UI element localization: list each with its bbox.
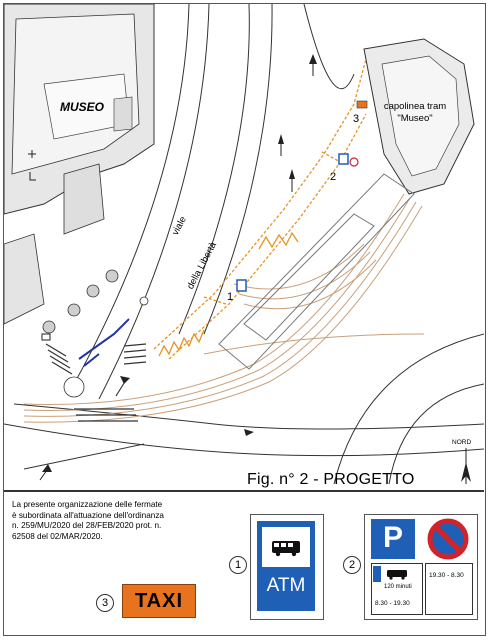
sign-number-3-circle (96, 594, 114, 612)
tram-platform (219, 174, 414, 369)
tram-terminus-line2: "Museo" (397, 113, 433, 124)
plan-drawing (4, 4, 484, 488)
bus-stop-symbol-1 (237, 280, 246, 291)
sign-number-2-circle (343, 556, 361, 574)
parking-duration: 120 minuti (384, 584, 412, 590)
ordinance-note (12, 500, 240, 542)
north-arrow-icon (461, 448, 471, 484)
parking-hours-right: 19.30 - 8.30 (429, 572, 464, 579)
sign-number-3: 3 (101, 597, 109, 609)
parking-hours-left: 8.30 - 19.30 (375, 600, 410, 607)
atm-text: ATM (266, 575, 306, 596)
sign-number-1: 1 (234, 559, 242, 571)
parking-detail-panel (371, 563, 423, 615)
trees (43, 270, 148, 397)
museum-building (4, 4, 154, 324)
site-plan-map (4, 4, 484, 488)
note-line-2: è subordinata all'attuazione dell'ordinanza (12, 510, 164, 520)
tram-terminus-label (380, 101, 450, 125)
sign-number-2: 2 (348, 559, 356, 571)
note-line-4: 62508 del 02/MAR/2020. (12, 531, 103, 541)
parking-letter: P (382, 521, 403, 554)
project-stop-lines (154, 59, 366, 359)
tram-terminus-line1: capolinea tram (383, 101, 447, 112)
stop-marker-3: 3 (353, 113, 360, 125)
no-parking-icon (423, 517, 473, 561)
bus-icon (262, 527, 310, 567)
parking-sign (364, 514, 478, 620)
legend-panel (4, 490, 484, 636)
street-label-viale: viale (170, 214, 189, 238)
note-line-3: n. 259/MU/2020 del 28/FEB/2020 prot. n. (12, 521, 162, 531)
north-label: NORD (452, 439, 472, 446)
figure-title: Fig. n° 2 - PROGETTO (247, 471, 415, 488)
parking-hours-panel (425, 563, 473, 615)
bus-stop-symbol-2 (339, 154, 358, 166)
stop-marker-1: 1 (227, 291, 234, 303)
parking-p-panel (371, 519, 415, 559)
taxi-symbol-3 (357, 101, 367, 108)
taxi-text: TAXI (134, 590, 184, 612)
taxi-sign (122, 584, 196, 618)
bus-stop-sign (250, 514, 324, 620)
museum-label: MUSEO (60, 100, 105, 114)
bus-icon (386, 568, 408, 580)
stop-marker-2: 2 (330, 171, 337, 183)
sign-number-1-circle (229, 556, 247, 574)
note-line-1: La presente organizzazione delle fermate (12, 500, 163, 509)
street-label-liberta: della Libertà (185, 240, 220, 292)
